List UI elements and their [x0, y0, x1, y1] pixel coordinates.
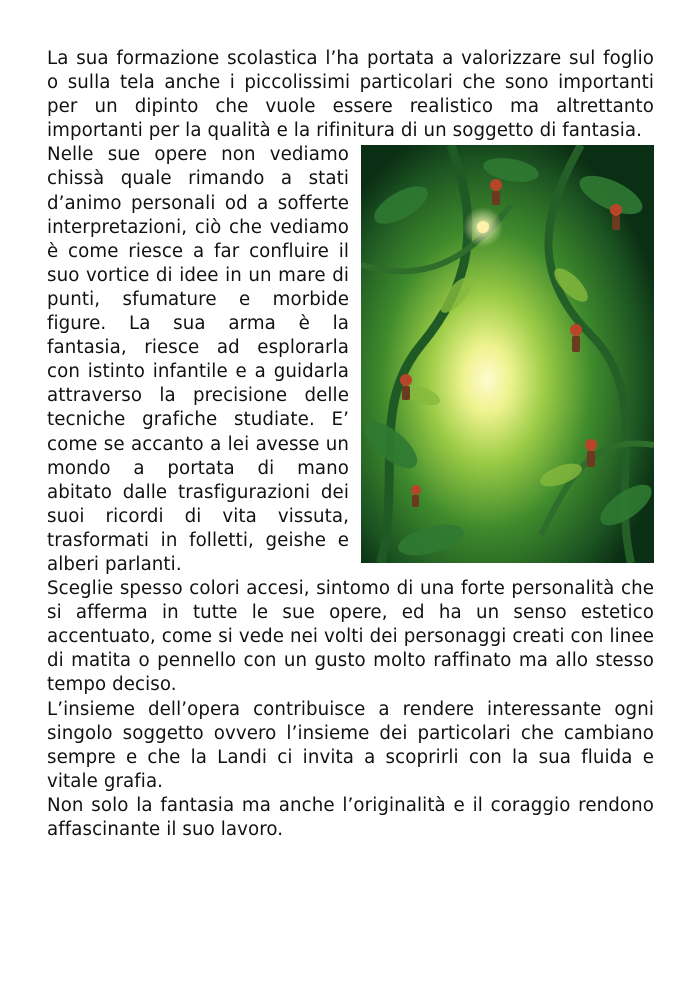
paragraph-5: Non solo la fantasia ma anche l’originalità e il coraggio rendono affascinante il suo lavoro.: [47, 794, 654, 840]
paragraph-3: Sceglie spesso colori accesi, sintomo di una forte personalità che si afferma in tutte le sue opere, ed ha un senso estetico accentuato, come si vede nei volti dei personaggi creati con linee di matita o pennello con un gusto molto raffinato ma allo stesso tempo deciso.: [47, 578, 654, 696]
document-page: [47, 47, 654, 842]
paragraph-2: Nelle sue opere non vediamo chissà quale rimando a stati d’animo personali od a sofferte interpretazioni, ciò che vediamo è come riesce a far confluire il suo vortice di idee in un mare di punti, sfumature e morbide figure. La sua arma è la fantasia, riesce ad esplorarla con istinto infantile e a guidarla attraverso la precisione delle tecniche grafiche studiate. E’ come se accanto a lei avesse un mondo a portata di mano abitato dalle trasfigurazioni dei suoi ricordi di vita vissuta, trasformati in folletti, geishe e alberi parlanti.: [47, 144, 349, 575]
paragraph-4: L’insieme dell’opera contribuisce a rendere interessante ogni singolo soggetto ovvero l’insieme dei particolari che cambiano sempre e che la Landi ci invita a scoprirli con la sua fluida e vitale grafia.: [47, 698, 654, 792]
fantasy-forest-painting: [361, 145, 654, 563]
paragraph-1: La sua formazione scolastica l’ha portata a valorizzare sul foglio o sulla tela anche i piccolissimi particolari che sono importanti per un dipinto che vuole essere realistico ma altrettanto importanti per la qualità e la rifinitura di un soggetto di fantasia.: [47, 48, 654, 142]
painting-svg: [361, 145, 654, 563]
